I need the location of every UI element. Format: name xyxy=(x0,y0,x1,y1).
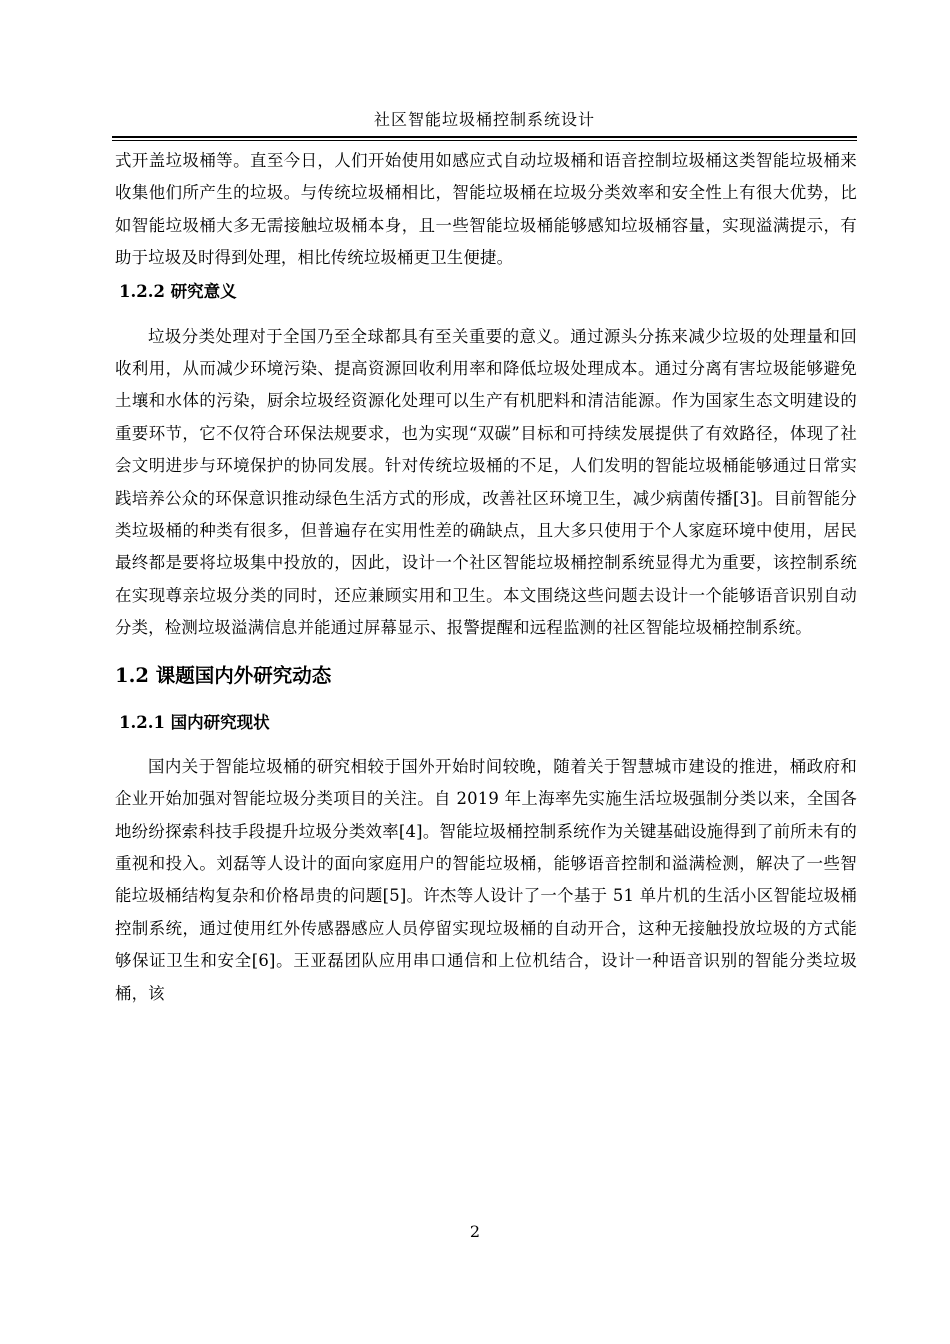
page-number: 2 xyxy=(469,1222,481,1241)
paragraph-continued: 式开盖垃圾桶等。直至今日，人们开始使用如感应式自动垃圾桶和语音控制垃圾桶这类智能垃圾桶来收集他们所产生的垃圾。与传统垃圾桶相比，智能垃圾桶在垃圾分类效率和安全性上有很大优势，比如智能垃圾桶大多无需接触垃圾桶本身，且一些智能垃圾桶能够感知垃圾桶容量，实现溢满提示，有助于垃圾及时得到处理，相比传统垃圾桶更卫生便捷。 xyxy=(115,151,857,268)
heading-domestic-research: 1.2.1 国内研究现状 xyxy=(119,712,270,732)
paragraph-significance: 垃圾分类处理对于全国乃至全球都具有至关重要的意义。通过源头分拣来减少垃圾的处理量和回收利用，从而减少环境污染、提高资源回收利用率和降低垃圾处理成本。通过分离有害垃圾能够避免土壤和水体的污染，厨余垃圾经资源化处理可以生产有机肥料和清洁能源。作为国家生态文明建设的重要环节，它不仅符合环保法规要求，也为实现“双碳”目标和可持续发展提供了有效路径，体现了社会文明进步与环境保护的协同发展。针对传统垃圾桶的不足，人们发明的智能垃圾桶能够通过日常实践培养公众的环保意识推动绿色生活方式的形成，改善社区环境卫生，减少病菌传播[3]。目前智能分类垃圾桶的种类有很多，但普遍存在实用性差的确缺点，且大多只使用于个人家庭环境中使用，居民最终都是要将垃圾集中投放的，因此，设计一个社区智能垃圾桶控制系统显得尤为重要，该控制系统在实现尊亲垃圾分类的同时，还应兼顾实用和卫生。本文围绕这些问题去设计一个能够语音识别自动分类，检测垃圾溢满信息并能通过屏幕显示、报警提醒和远程监测的社区智能垃圾桶控制系统。 xyxy=(115,326,857,638)
header-rule-thick xyxy=(112,136,857,138)
running-header: 社区智能垃圾桶控制系统设计 xyxy=(373,110,595,129)
heading-research-significance: 1.2.2 研究意义 xyxy=(119,281,237,301)
paragraph-domestic-research: 国内关于智能垃圾桶的研究相较于国外开始时间较晚，随着关于智慧城市建设的推进，桶政府和企业开始加强对智能垃圾分类项目的关注。自 2019 年上海率先实施生活垃圾强制分类以来，全国各地纷纷探索科技手段提升垃圾分类效率[4]。智能垃圾桶控制系统作为关键基础设施得到了前所未有的重视和投入。刘磊等人设计的面向家庭用户的智能垃圾桶，能够语音控制和溢满检测，解决了一些智能垃圾桶结构复杂和价格昂贵的问题[5]。许杰等人设计了一个基于 51 单片机的生活小区智能垃圾桶控制系统，通过使用红外传感器感应人员停留实现垃圾桶的自动开合，这种无接触投放垃圾的方式能够保证卫生和安全[6]。王亚磊团队应用串口通信和上位机结合，设计一种语音识别的智能分类垃圾桶，该 xyxy=(115,756,857,1003)
heading-research-status: 1.2 课题国内外研究动态 xyxy=(115,663,332,687)
header-rule-thin xyxy=(112,140,857,141)
page-body xyxy=(115,145,857,1010)
